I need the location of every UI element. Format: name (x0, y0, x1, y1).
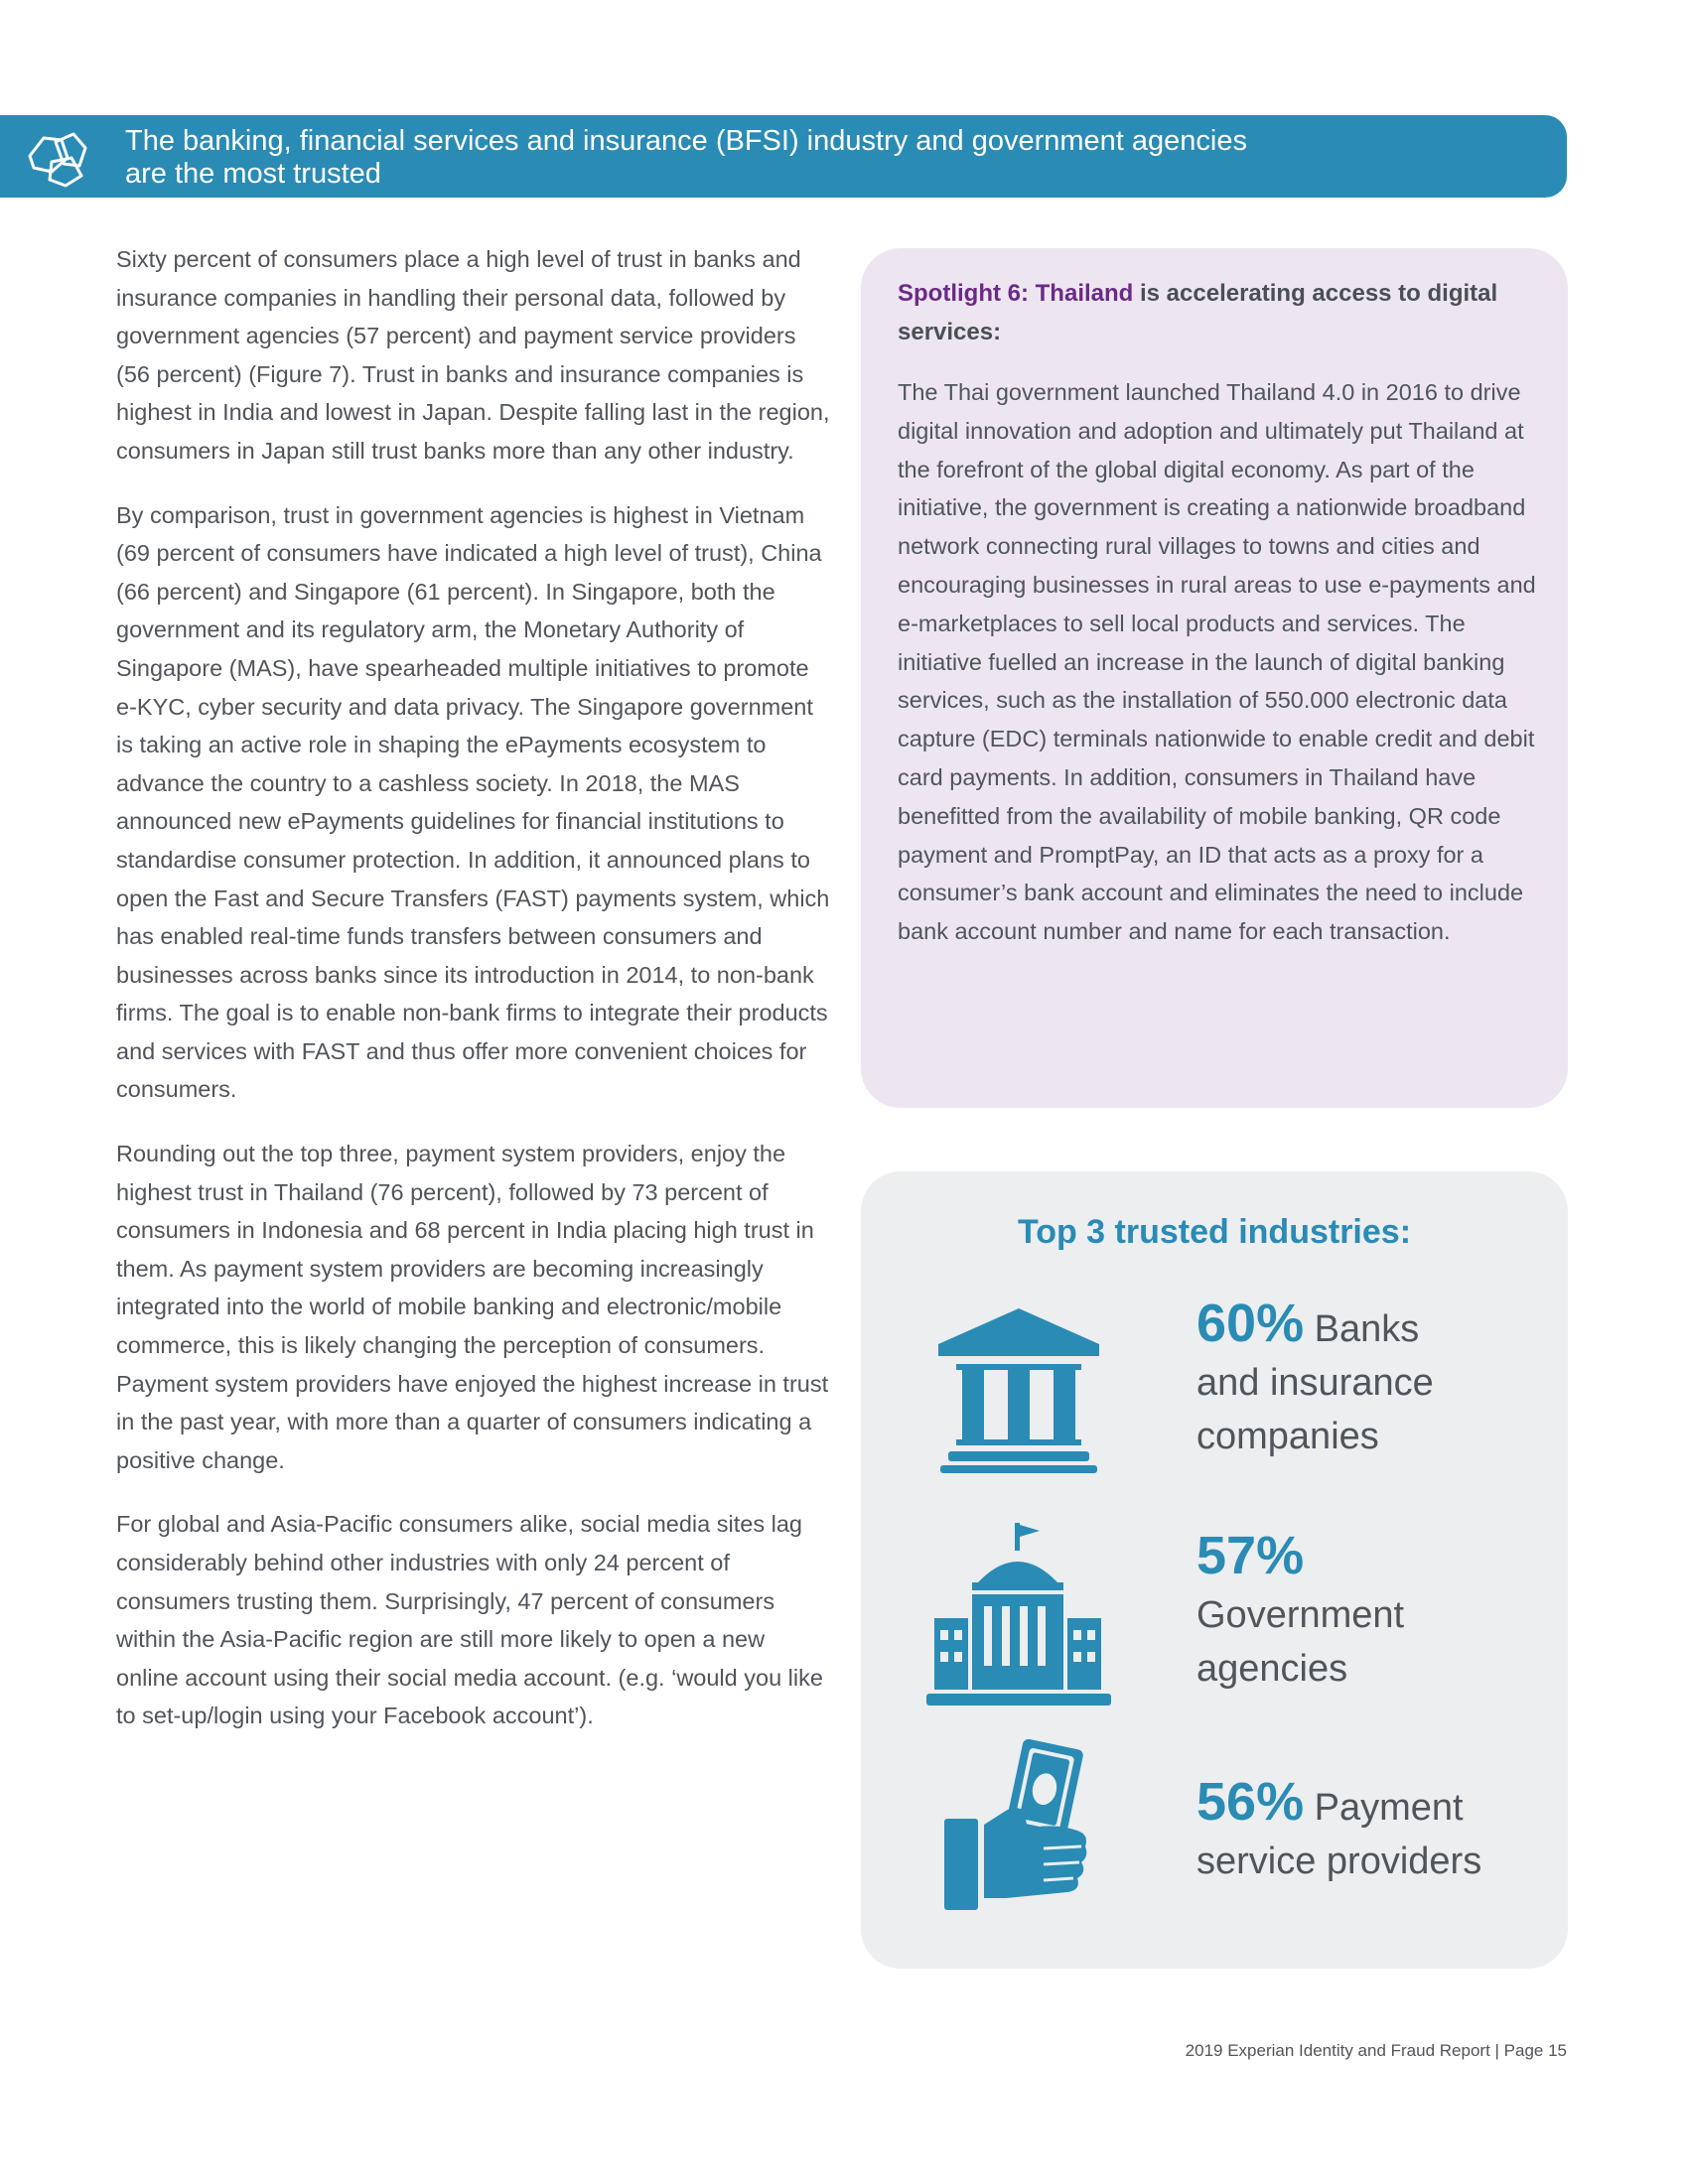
stat-label-rest: and insurance companies (1196, 1362, 1434, 1457)
stat-banks (1196, 1257, 1554, 1463)
section-title-line-2: are the most trusted (125, 158, 381, 190)
body-text-column (116, 240, 831, 1761)
stat-payment-line (1196, 1772, 1554, 1835)
hand-money-icon (944, 1739, 1123, 1918)
body-paragraph: For global and Asia-Pacific consumers alike, social media sites lag considerably behind other industries with only 24 percent of consumers trusting them. Surprisingly, 47 percent of consumers within the Asia-Pacific region are still more likely to open a new online account using their social media account. (e.g. ‘would you like to set-up/login using your Facebook account’). (116, 1511, 823, 1729)
stat-label-rest: service providers (1196, 1841, 1482, 1882)
spotlight-heading (898, 274, 1538, 351)
spotlight-box (861, 248, 1568, 1108)
stat-payment (1196, 1735, 1554, 1888)
section-banner (0, 115, 1567, 198)
spotlight-body: The Thai government launched Thailand 4.0 in 2016 to drive digital innovation and adoption and ultimately put Thailand at the forefront of the global digital economy. As part of the initiative, the government is creating a nationwide broadband network connecting rural villages to towns and cities and encouraging businesses in rural areas to use e-payments and e-marketplaces to sell local products and services. The initiative fuelled an increase in the launch of digital banking services, such as the installation of 550.000 electronic data capture (EDC) terminals nationwide to enable credit and debit card payments. In addition, consumers in Thailand have benefitted from the availability of mobile banking, QR code payment and PromptPay, an ID that acts as a proxy for a consumer’s bank account and eliminates the need to include bank account number and name for each transaction. (898, 379, 1536, 945)
government-building-icon (924, 1521, 1113, 1709)
stat-government (1196, 1489, 1554, 1696)
stat-percent: 60% (1196, 1294, 1305, 1353)
stat-label-rest: Government agencies (1196, 1594, 1405, 1690)
page-footer: 2019 Experian Identity and Fraud Report | Page 15 (1185, 2041, 1567, 2060)
stat-label: Payment (1304, 1787, 1464, 1829)
section-title-line-1: The banking, financial services and insurance (BFSI) industry and government agencies (125, 125, 1247, 157)
stat-government-line (1196, 1526, 1554, 1588)
spotlight-heading-rest: is accelerating access to digital services: (898, 280, 1498, 345)
spotlight-heading-accent: Spotlight 6: Thailand (898, 280, 1134, 307)
stat-percent: 56% (1196, 1772, 1305, 1832)
body-paragraph: Sixty percent of consumers place a high level of trust in banks and insurance companies in handling their personal data, followed by government agencies (57 percent) and payment service providers (56 percent) (Figure 7). Trust in banks and insurance companies is highest in India and lowest in Japan. Despite falling last in the region, consumers in Japan still trust banks more than any other industry. (116, 246, 830, 464)
stat-percent: 57% (1196, 1526, 1305, 1585)
stat-label: Banks (1304, 1308, 1420, 1350)
trusted-industries-panel (861, 1171, 1568, 1969)
shapes-icon (22, 128, 91, 188)
trusted-industries-title: Top 3 trusted industries: (1017, 1213, 1412, 1251)
section-title (125, 125, 1535, 191)
body-paragraph: By comparison, trust in government agencies is highest in Vietnam (69 percent of consumers have indicated a high level of trust), China (66 percent) and Singapore (61 percent). In Singapore, both the government and its regulatory arm, the Monetary Authority of Singapore (MAS), have spearheaded multiple initiatives to promote e-KYC, cyber security and data privacy. The Singapore government is taking an active role in shaping the ePayments ecosystem to advance the country to a cashless society. In 2018, the MAS announced new ePayments guidelines for financial institutions to standardise consumer protection. In addition, it announced plans to open the Fast and Secure Transfers (FAST) payments system, which has enabled real-time funds transfers between consumers and businesses across banks since its introduction in 2014, to non-bank firms. The goal is to enable non-bank firms to integrate their products and services with FAST and thus offer more convenient choices for consumers. (116, 501, 830, 1103)
body-paragraph: Rounding out the top three, payment system providers, enjoy the highest trust in Thailand (76 percent), followed by 73 percent of consumers in Indonesia and 68 percent in India placing high trust in them. As payment system providers are becoming increasingly integrated into the world of mobile banking and electronic/mobile commerce, this is likely changing the perception of consumers. Payment system providers have enjoyed the highest increase in trust in the past year, with more than a quarter of consumers indicating a positive change. (116, 1141, 829, 1473)
stat-banks-line (1196, 1294, 1554, 1356)
bank-icon (934, 1304, 1103, 1473)
